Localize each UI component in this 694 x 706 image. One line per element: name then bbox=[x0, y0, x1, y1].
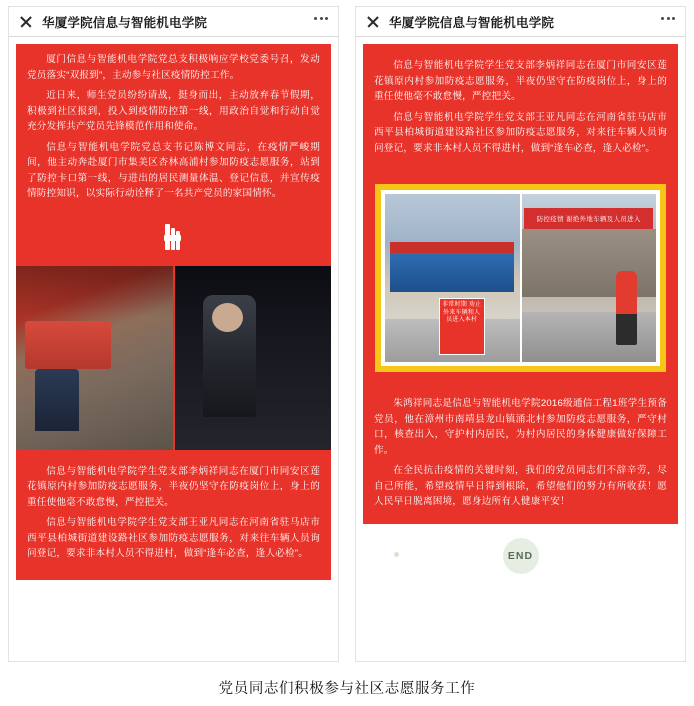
left-article-bottom bbox=[16, 456, 331, 574]
paragraph: 信息与智能机电学院党总支书记陈博文同志，在疫情严峻期间，他主动奔赴厦门市集美区杏林高浦村参加防疫志愿服务，站到了防控卡口第一线，与进出的居民测量体温、登记信息，并宣传疫情防控知识，以实际行动诠释了一名共产党员的家国情怀。 bbox=[27, 141, 320, 200]
volunteer-checkpoint-photo bbox=[16, 266, 173, 450]
party-fist-emblem-icon bbox=[161, 222, 187, 252]
end-badge: END bbox=[503, 538, 539, 574]
right-topbar bbox=[356, 7, 685, 37]
close-icon[interactable] bbox=[366, 15, 380, 29]
left-panel-frame bbox=[8, 6, 339, 662]
paragraph: 朱鸿祥同志是信息与智能机电学院2016级通信工程1班学生预备党员，他在漳州市南靖县龙山镇涌北村参加防疫志愿服务，严守村口，核查出入，守护村内居民，为村内居民的身体健康做好保障工作。 bbox=[374, 398, 667, 456]
paragraph: 在全民抗击疫情的关键时刻，我们的党员同志们不辞辛劳，尽自己所能，希望疫情早日得到根除，希望他们的努力有所收获！愿人民早日脱离困境，愿身边所有人健康平安！ bbox=[374, 465, 667, 508]
right-topbar-title: 华厦学院信息与智能机电学院 bbox=[389, 15, 555, 30]
end-row bbox=[356, 536, 685, 582]
right-article-bottom bbox=[363, 386, 678, 524]
figure-caption: 党员同志们积极参与社区志愿服务工作 bbox=[218, 681, 476, 697]
paragraph: 厦门信息与智能机电学院党总支积极响应学校党委号召，发动党员落实“双报到”，主动参与社区疫情防控工作。 bbox=[27, 54, 320, 81]
left-topbar-title: 华厦学院信息与智能机电学院 bbox=[42, 15, 208, 30]
community-checkpoint-framed-photo bbox=[375, 184, 666, 372]
more-options-icon[interactable] bbox=[314, 17, 328, 26]
right-panel-frame bbox=[355, 6, 686, 662]
right-article-top bbox=[363, 44, 678, 168]
left-panel bbox=[0, 0, 347, 668]
left-topbar bbox=[9, 7, 338, 37]
checkpoint-tent-photo bbox=[385, 194, 520, 362]
more-options-icon[interactable] bbox=[661, 17, 675, 26]
left-article-top bbox=[16, 44, 331, 214]
paragraph: 信息与智能机电学院学生党支部王亚凡同志在河南省驻马店市西平县柏城街道建设路社区参加防疫志愿服务，对来往车辆人员询问登记，要求非本村人员不得进村，做到“逢车必查，逢人必检”。 bbox=[374, 111, 667, 154]
left-spacer-3 bbox=[16, 574, 331, 580]
village-banner-text: 防控疫情 谢绝外地车辆及人员进入 bbox=[524, 208, 653, 230]
paragraph: 信息与智能机电学院学生党支部王亚凡同志在河南省驻马店市西平县柏城街道建设路社区参加防疫志愿服务，对来往车辆人员询问登记，要求非本村人员不得进村，做到“逢车必查，逢人必检”。 bbox=[27, 517, 320, 560]
framed-photo-inner bbox=[385, 194, 656, 362]
left-content[interactable] bbox=[9, 37, 338, 661]
checkpoint-sign-text: 非常时期 劝止外来车辆和人员进入本村 bbox=[439, 298, 485, 355]
right-content[interactable] bbox=[356, 37, 685, 661]
village-entrance-photo bbox=[522, 194, 657, 362]
night-duty-photo bbox=[175, 266, 332, 450]
paragraph: 近日来，师生党员纷纷请战，挺身而出，主动放弃春节假期，积极到社区报到，投入到疫情防控第一线，用政治自觉和行动自觉充分发挥共产党员先锋模范作用和使命。 bbox=[27, 90, 320, 133]
left-photo-row bbox=[16, 266, 331, 450]
party-fist-emblem-wrap bbox=[16, 214, 331, 260]
left-top-gap bbox=[9, 37, 338, 44]
close-icon[interactable] bbox=[19, 15, 33, 29]
decorative-dot-icon bbox=[394, 552, 399, 557]
right-top-gap bbox=[356, 37, 685, 44]
right-framed-photo-block bbox=[363, 168, 678, 386]
right-panel bbox=[347, 0, 694, 668]
paragraph: 信息与智能机电学院学生党支部李炳祥同志在厦门市同安区莲花镇原内村参加防疫志愿服务，半夜仍坚守在防疫岗位上，身上的重任使他毫不敢怠慢，严控把关。 bbox=[374, 60, 667, 103]
paragraph: 信息与智能机电学院学生党支部李炳祥同志在厦门市同安区莲花镇原内村参加防疫志愿服务，半夜仍坚守在防疫岗位上，身上的重任使他毫不敢怠慢，严控把关。 bbox=[27, 465, 320, 508]
